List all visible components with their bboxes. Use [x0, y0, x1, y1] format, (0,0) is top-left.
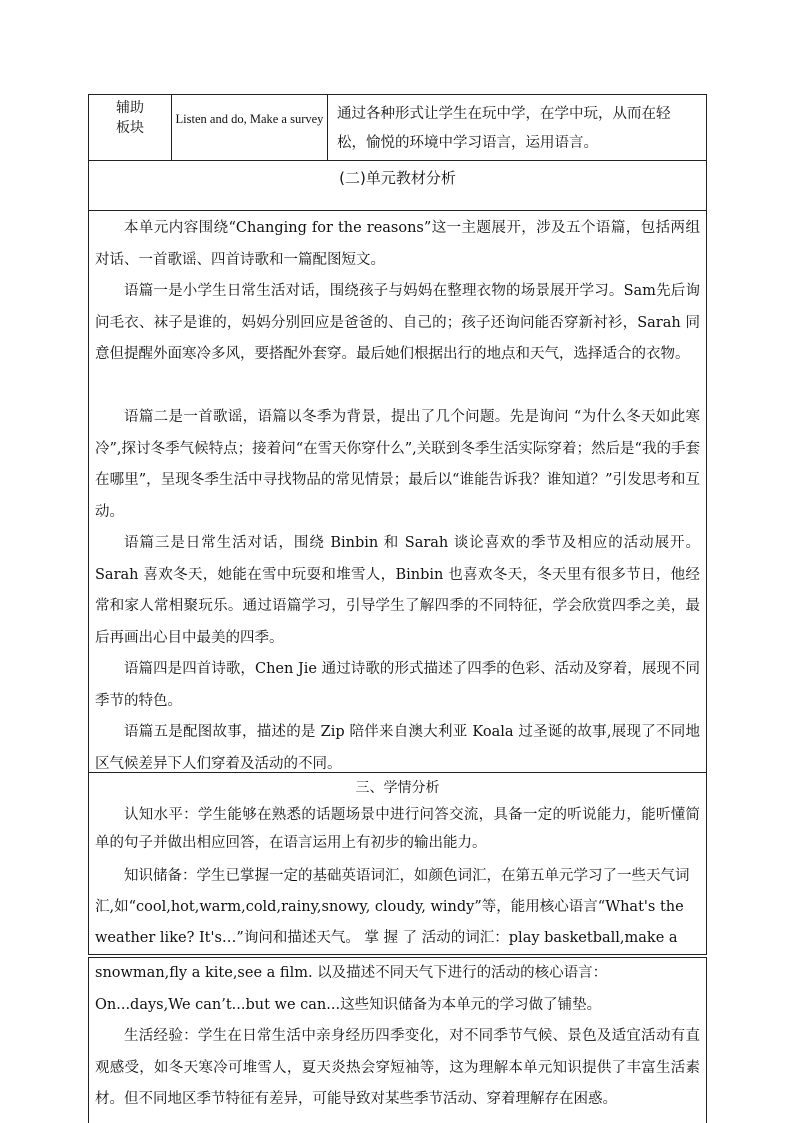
purpose-cell: 通过各种形式让学生在玩中学，在学中玩，从而在轻松，愉悦的环境中学习语言，运用语言。 — [337, 106, 671, 151]
learner-paragraph-cognitive: 认知水平：学生能够在熟悉的话题场景中进行问答交流，具备一定的听说能力，能听懂简单的句子并做出相应回答，在语言运用上有初步的输出能力。 — [95, 807, 700, 851]
section-heading-row — [88, 160, 707, 210]
analysis-paragraph: 语篇二是一首歌谣，语篇以冬季为背景，提出了几个问题。先是询问 “为什么冬天如此寒冷”,探讨冬季气候特点；接着问“在雪天你穿什么”,关联到冬季生活实际穿着；然后是“我的手套在哪里”，呈现冬季生活中寻找物品的常见情景；最后以“谁能告诉我？谁知道？”引发思考和互动。 — [95, 409, 700, 520]
learner-analysis-continued — [88, 957, 707, 1123]
analysis-paragraph: 语篇五是配图故事，描述的是 Zip 陪伴来自澳大利亚 Koala 过圣诞的故事,展现了不同地区气候差异下人们穿着及活动的不同。 — [95, 724, 700, 772]
learner-paragraph-knowledge-continued: snowman,fly a kite,see a film. 以及描述不同天气下进行的活动的核心语言：On...days,We can’t...but we can...这些知识储备为本单元的学习做了铺垫。 — [95, 965, 608, 1013]
section-title-learner-analysis: 三、学情分析 — [355, 780, 440, 796]
analysis-paragraph: 语篇一是小学生日常生活对话，围绕孩子与妈妈在整理衣物的场景展开学习。Sam先后询问毛衣、袜子是谁的，妈妈分别回应是爸爸的、自己的；孩子还询问能否穿新衬衫，Sarah 同意但提醒外面寒冷多风，要搭配外套穿。最后她们根据出行的地点和天气，选择适合的衣物。 — [95, 283, 700, 362]
unit-analysis-body — [88, 210, 707, 772]
module-label-cell: 辅助 板块 — [89, 95, 172, 160]
analysis-paragraph: 语篇四是四首诗歌，Chen Jie 通过诗歌的形式描述了四季的色彩、活动及穿着，展现不同季节的特色。 — [95, 661, 700, 709]
section-title-unit-analysis: (二)单元教材分析 — [339, 169, 456, 187]
activities-cell: Listen and do, Make a survey — [172, 95, 328, 160]
analysis-paragraph: 本单元内容围绕“Changing for the reasons”这一主题展开，涉及五个语篇，包括两组对话、一首歌谣、四首诗歌和一篇配图短文。 — [95, 220, 700, 268]
analysis-paragraph: 语篇三是日常生活对话，围绕 Binbin 和 Sarah 谈论喜欢的季节及相应的活动展开。Sarah 喜欢冬天，她能在雪中玩耍和堆雪人，Binbin 也喜欢冬天，冬天里有很多节日，他经常和家人常相聚玩乐。通过语篇学习，引导学生了解四季的不同特征，学会欣赏四季之美，最后再画出心目中最美的四季。 — [95, 535, 700, 646]
learner-paragraph-experience: 生活经验：学生在日常生活中亲身经历四季变化，对不同季节气候、景色及适宜活动有直观感受，如冬天寒冷可堆雪人，夏天炎热会穿短袖等，这为理解本单元知识提供了丰富生活素材。但不同地区季节特征有差异，可能导致对某些季节活动、穿着理解存在困惑。 — [95, 1028, 700, 1107]
auxiliary-module-row — [88, 94, 707, 160]
learner-analysis-block — [88, 772, 707, 955]
learner-paragraph-knowledge: 知识储备：学生已掌握一定的基础英语词汇，如颜色词汇，在第五单元学习了一些天气词汇,如“cool,hot,warm,cold,rainy,snowy, cloudy, windy”等，能用核心语言“What's the weather like? It's…”询问和描述天气。 掌 握 了 活动的词汇：play basketball,make a — [95, 868, 690, 946]
